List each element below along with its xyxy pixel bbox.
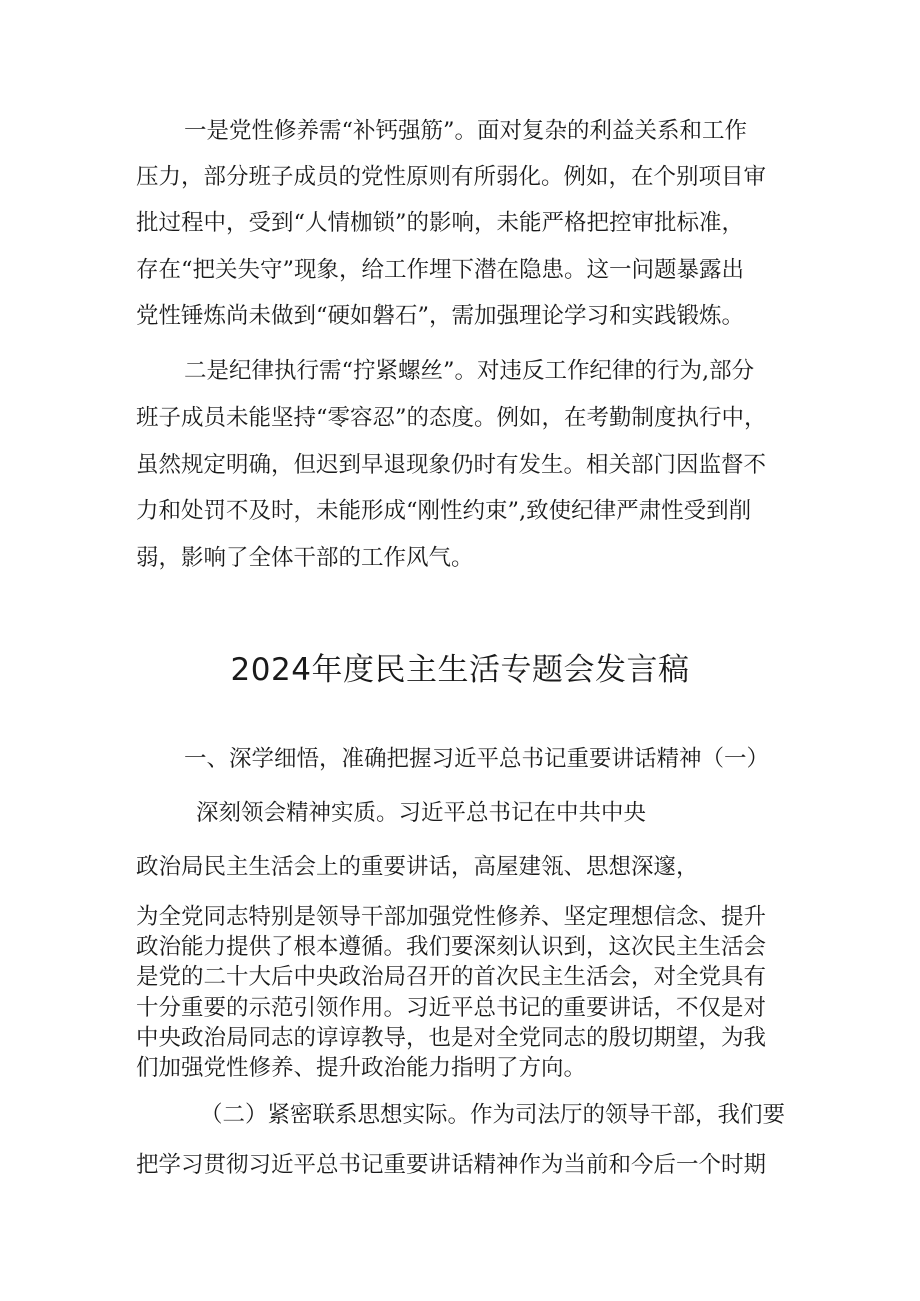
paragraph-2-line-4: 力和处罚不及时，未能形成“刚性约束”,致使纪律严肃性受到削 xyxy=(136,498,752,524)
paragraph-1-line-4: 存在“把关失守”现象，给工作埋下潜在隐患。这一问题暴露出 xyxy=(136,257,745,283)
paragraph-2-line-2: 班子成员未能坚持“零容忍”的态度。例如，在考勤制度执行中， xyxy=(136,405,767,431)
paragraph-3-line-5: 十分重要的示范引领作用。习近平总书记的重要讲话，不仅是对 xyxy=(136,995,767,1021)
paragraph-1-line-1: 一是党性修养需“补钙强筋”。面对复杂的利益关系和工作 xyxy=(184,118,748,144)
paragraph-2-line-3: 虽然规定明确，但迟到早退现象仍时有发生。相关部门因监督不 xyxy=(136,452,767,478)
paragraph-3-line-6: 中央政治局同志的谆谆教导，也是对全党同志的殷切期望，为我 xyxy=(136,1025,767,1051)
paragraph-1-line-2: 压力，部分班子成员的党性原则有所弱化。例如，在个别项目审 xyxy=(136,164,767,190)
paragraph-1-line-5: 党性锤炼尚未做到“硬如磐石”，需加强理论学习和实践锻炼。 xyxy=(136,303,745,329)
paragraph-3-line-2: 为全党同志特别是领导干部加强党性修养、坚定理想信念、提升 xyxy=(136,904,767,930)
paragraph-3-line-3: 政治能力提供了根本遵循。我们要深刻认识到，这次民主生活会 xyxy=(136,934,767,960)
paragraph-3-line-1: 政治局民主生活会上的重要讲话，高屋建瓴、思想深邃， xyxy=(136,854,699,880)
paragraph-2-line-5: 弱，影响了全体干部的工作风气。 xyxy=(136,545,474,571)
section-subheading: 深刻领会精神实质。习近平总书记在中共中央 xyxy=(196,800,647,826)
section-heading: 一、深学细悟，准确把握习近平总书记重要讲话精神（一） xyxy=(184,746,770,772)
paragraph-4-line-2: 把学习贯彻习近平总书记重要讲话精神作为当前和今后一个时期 xyxy=(136,1152,767,1178)
paragraph-1-line-3: 批过程中，受到“人情枷锁”的影响，未能严格把控审批标准， xyxy=(136,210,745,236)
paragraph-2-line-1: 二是纪律执行需“拧紧螺丝”。对违反工作纪律的行为,部分 xyxy=(184,358,755,384)
paragraph-3-line-4: 是党的二十大后中央政治局召开的首次民主生活会，对全党具有 xyxy=(136,964,767,990)
paragraph-3-line-7: 们加强党性修养、提升政治能力指明了方向。 xyxy=(136,1055,587,1081)
document-title: 2024年度民主生活专题会发言稿 xyxy=(230,652,690,688)
paragraph-4-line-1: （二）紧密联系思想实际。作为司法厅的领导干部，我们要 xyxy=(200,1102,786,1128)
